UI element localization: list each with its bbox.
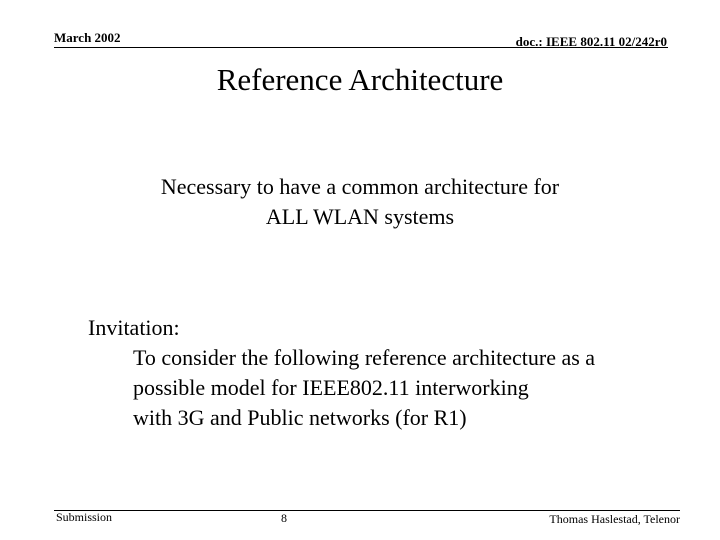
slide-title: Reference Architecture (216, 62, 504, 97)
invitation (88, 313, 595, 433)
invitation-body (88, 343, 595, 433)
header-rule (54, 47, 668, 48)
statement-line: Necessary to have a common architecture for (160, 174, 560, 199)
footer-submission: Submission (56, 510, 113, 524)
invitation-heading: Invitation: (88, 315, 180, 340)
header-doc-id: doc.: IEEE 802.11 02/242r0 (515, 34, 667, 49)
invitation-line: To consider the following reference architecture as a (133, 345, 596, 370)
footer-author: Thomas Haslestad, Telenor (549, 512, 680, 526)
invitation-line: with 3G and Public networks (for R1) (133, 405, 467, 430)
invitation-line: possible model for IEEE802.11 interworking (133, 375, 529, 400)
statement-line: ALL WLAN systems (265, 204, 455, 229)
footer-page-number: 8 (281, 511, 287, 525)
footer-rule (54, 510, 680, 511)
header-date: March 2002 (54, 30, 121, 45)
statement (0, 172, 720, 232)
